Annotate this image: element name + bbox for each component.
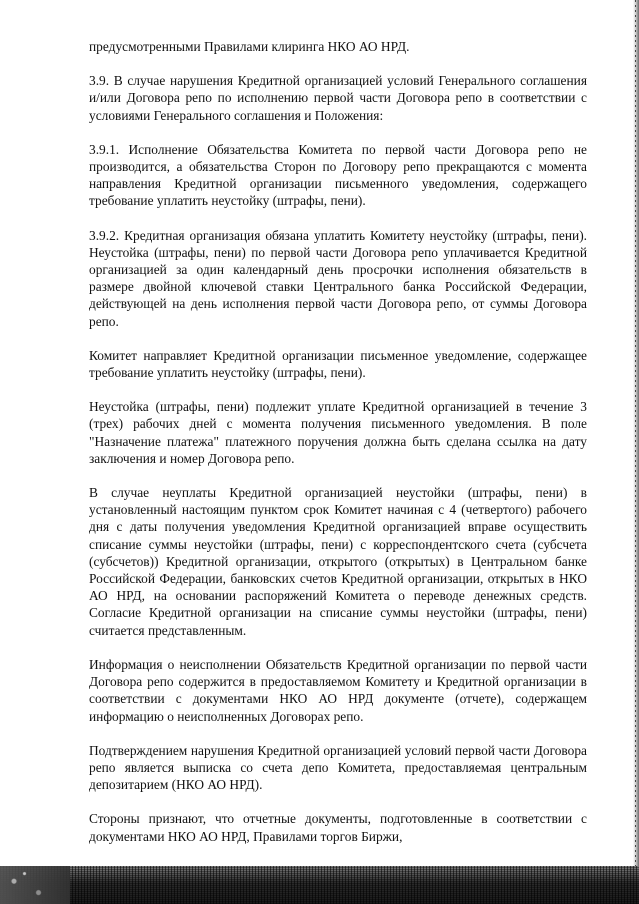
scan-corner-artifact	[0, 866, 70, 904]
paragraph-confirmation: Подтверждением нарушения Кредитной организацией условий первой части Договора репо является выписка со счета депо Комитета, предоставляемая центральным депозитарием (НКО АО НРД).	[89, 742, 587, 793]
paragraph-parties-acknowledge: Стороны признают, что отчетные документы, подготовленные в соответствии с документами НКО АО НРД, Правилами торгов Биржи,	[89, 811, 587, 844]
paragraph-continuation: предусмотренными Правилами клиринга НКО АО НРД.	[89, 39, 410, 54]
paragraph-3-9-2: 3.9.2. Кредитная организация обязана уплатить Комитету неустойку (штрафы, пени). Неустойка (штрафы, пени) по первой части Договора репо уплачивается Кредитной организацией за один календарный день просрочки исполнения обязательств в размере двойной ключевой ставки Центрального банка Российской Федерации, действующей на день исполнения первой части Договора репо, от суммы Договора репо.	[89, 227, 587, 329]
paragraph-3-9-1: 3.9.1. Исполнение Обязательства Комитета по первой части Договора репо не производится, а обязательства Сторон по Договору репо прекращаются с момента направления Кредитной организации письменного уведомления, содержащего требование уплатить неустойку (штрафы, пени).	[89, 141, 587, 209]
paragraph-3-9: 3.9. В случае нарушения Кредитной организацией условий Генерального соглашения и/или Договора репо по исполнению первой части Договора репо в соответствии с условиями Генерального соглашения и Положения:	[89, 73, 587, 123]
paragraph-information: Информация о неисполнении Обязательств Кредитной организации по первой части Договора репо содержится в предоставляемом Комитету и Кредитной организации в соответствии с документами НКО АО НРД документе (отчете), содержащем информацию о неисполненных Договорах репо.	[89, 656, 587, 724]
scan-edge-artifact	[633, 0, 639, 868]
paragraph-penalty-payment: Неустойка (штрафы, пени) подлежит уплате Кредитной организацией в течение 3 (трех) рабочих дней с момента получения письменного уведомления. В поле "Назначение платежа" платежного поручения должна быть сделана ссылка на дату заключения и номер Договора репо.	[89, 399, 587, 466]
document-body	[89, 38, 587, 862]
paragraph-notice: Комитет направляет Кредитной организации письменное уведомление, содержащее требование уплатить неустойку (штрафы, пени).	[89, 347, 587, 381]
scan-bottom-artifact	[0, 866, 639, 904]
paragraph-non-payment: В случае неуплаты Кредитной организацией неустойки (штрафы, пени) в установленный настоящим пунктом срок Комитет начиная с 4 (четвертого) рабочего дня с даты получения уведомления Кредитной организацией вправе осуществить списание суммы неустойки (штрафы, пени) с корреспондентского счета (субсчета (субсчетов)) Кредитной организации, открытого (открытых) в Центральном банке Российской Федерации, банковских счетов Кредитной организации, открытых в НКО АО НРД, на основании распоряжений Комитета о переводе денежных средств. Согласие Кредитной организации на списание суммы неустойки (штрафы, пени) считается представленным.	[89, 485, 587, 638]
